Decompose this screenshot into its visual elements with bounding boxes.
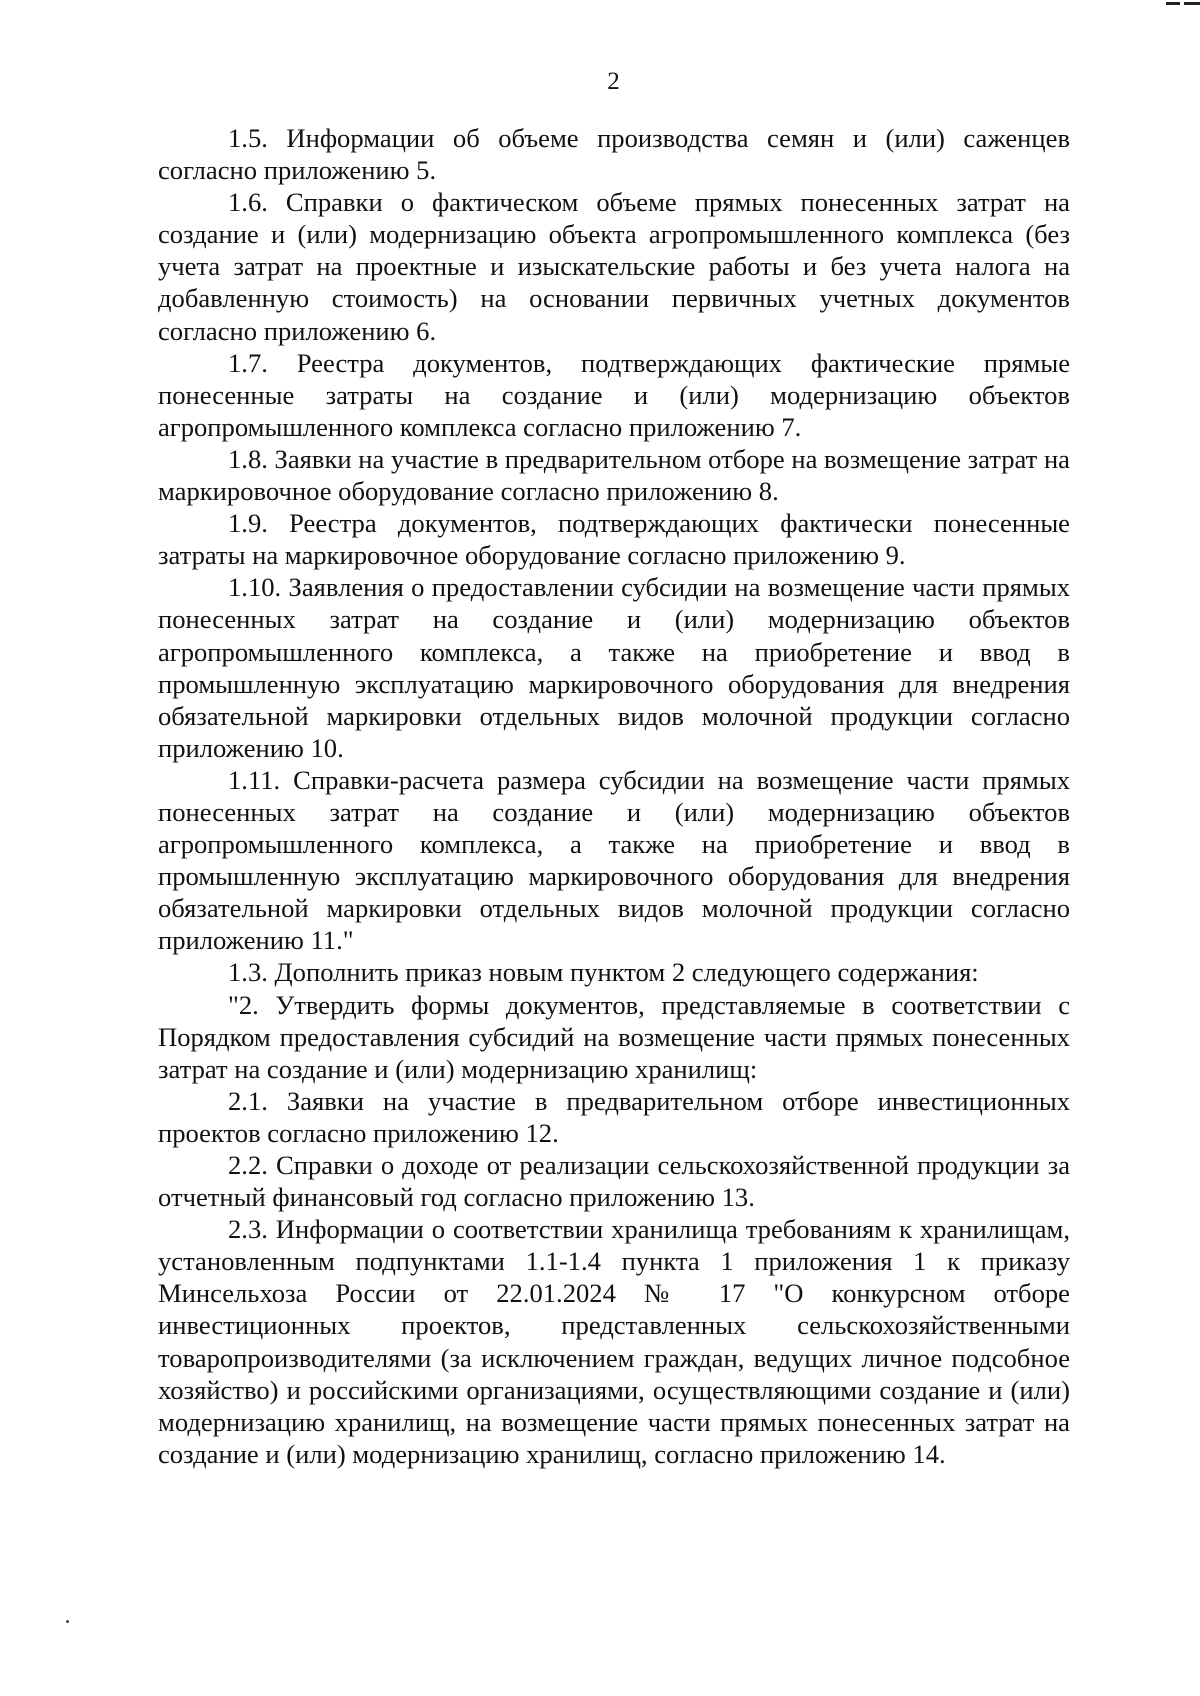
scan-speck bbox=[66, 1620, 69, 1623]
paragraph-2-2: 2.2. Справки о доходе от реализации сельскохозяйственной продукции за отчетный финансовый год согласно приложению 13. bbox=[158, 1150, 1070, 1213]
paragraph-1-7: 1.7. Реестра документов, подтверждающих фактические прямые понесенные затраты на создание и (или) модернизацию объектов агропромышленного комплекса согласно приложению 7. bbox=[158, 347, 1070, 442]
page-number: 2 bbox=[607, 68, 620, 95]
paragraph-1-8: 1.8. Заявки на участие в предварительном отборе на возмещение затрат на маркировочное оборудование согласно приложению 8. bbox=[158, 443, 1070, 507]
paragraph-1-11: 1.11. Справки-расчета размера субсидии на возмещение части прямых понесенных затрат на создание и (или) модернизацию объектов агропромышленного комплекса, а также на приобретение и ввод в промышленную эксплуатацию маркировочного оборудования для внедрения обязательной маркировки отдельных видов молочной продукции согласно приложению 11." bbox=[158, 764, 1070, 956]
paragraph-1-5: 1.5. Информации об объеме производства семян и (или) саженцев согласно приложению 5. bbox=[158, 123, 1070, 186]
scan-corner-mark bbox=[1160, 0, 1200, 8]
paragraph-2-1: 2.1. Заявки на участие в предварительном отборе инвестиционных проектов согласно приложению 12. bbox=[158, 1085, 1070, 1148]
paragraph-1-3: 1.3. Дополнить приказ новым пунктом 2 следующего содержания: bbox=[228, 957, 979, 988]
paragraph-1-10: 1.10. Заявления о предоставлении субсидии на возмещение части прямых понесенных затрат на создание и (или) модернизацию объектов агропромышленного комплекса, а также на приобретение и ввод в промышленную эксплуатацию маркировочного оборудования для внедрения обязательной маркировки отдельных видов молочной продукции согласно приложению 10. bbox=[158, 572, 1070, 763]
document-body bbox=[158, 122, 1070, 1470]
paragraph-2: "2. Утвердить формы документов, представляемые в соответствии с Порядком предоставления субсидий на возмещение части прямых понесенных затрат на создание и (или) модернизацию хранилищ: bbox=[158, 989, 1070, 1084]
paragraph-1-9: 1.9. Реестра документов, подтверждающих фактически понесенные затраты на маркировочное оборудование согласно приложению 9. bbox=[158, 508, 1070, 571]
paragraph-2-3: 2.3. Информации о соответствии хранилища требованиям к хранилищам, установленным подпунктами 1.1-1.4 пункта 1 приложения 1 к приказу Минсельхоза России от 22.01.2024 № 17 "О конкурсном отборе инвестиционных проектов, представленных сельскохозяйственными товаропроизводителями (за исключением граждан, ведущих личное подсобное хозяйство) и российскими организациями, осуществляющими создание и (или) модернизацию хранилищ, на возмещение части прямых понесенных затрат на создание и (или) модернизацию хранилищ, согласно приложению 14. bbox=[158, 1214, 1070, 1469]
paragraph-1-6: 1.6. Справки о фактическом объеме прямых понесенных затрат на создание и (или) модернизацию объекта агропромышленного комплекса (без учета затрат на проектные и изыскательские работы и без учета налога на добавленную стоимость) на основании первичных учетных документов согласно приложению 6. bbox=[158, 187, 1070, 346]
